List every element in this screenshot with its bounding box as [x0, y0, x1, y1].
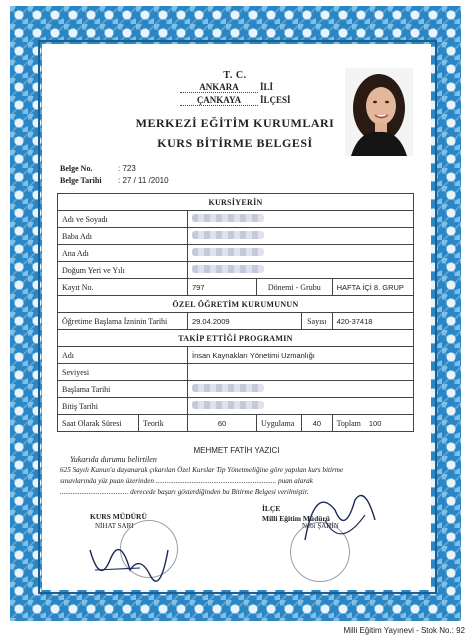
- value-ad-soyad: [188, 211, 414, 228]
- value-seviyesi: [188, 364, 414, 381]
- redacted-value: [192, 401, 264, 409]
- row-baba-adi: [58, 228, 414, 245]
- redacted-value: [192, 384, 264, 392]
- body-line-1: Yukarıda durumu belirtilen: [70, 455, 157, 464]
- label-baba-adi: Baba Adı: [58, 228, 188, 245]
- label-teorik: Teorik: [139, 415, 188, 432]
- row-ad-soyad: [58, 211, 414, 228]
- toplam-cell: [332, 415, 413, 432]
- value-program-adi: İnsan Kaynakları Yönetimi Uzmanlığı: [188, 347, 414, 364]
- redacted-value: [192, 248, 264, 256]
- district-line: [180, 95, 300, 107]
- label-donemi: Dönemi - Grubu: [257, 279, 333, 296]
- belge-tarihi-label: Belge Tarihi: [60, 176, 102, 185]
- publisher-text: Milli Eğitim Yayınevi - Stok No.: 92: [343, 626, 465, 635]
- province-label: İLİ: [260, 82, 274, 92]
- body-line-3: sınavlarında yüz puan üzerinden ................................................................... puan alarak: [60, 477, 313, 485]
- district-value: ÇANKAYA: [180, 95, 258, 106]
- right-signature-name: Nebi ŞAHİN: [302, 522, 339, 530]
- left-signature-title: KURS MÜDÜRÜ: [90, 512, 147, 521]
- label-seviyesi: Seviyesi: [58, 364, 188, 381]
- value-toplam: 100: [368, 418, 382, 428]
- redacted-value: [192, 265, 264, 273]
- value-izin-tarihi: 29.04.2009: [188, 313, 302, 330]
- section-kursiyer: KURSİYERİN: [58, 194, 414, 211]
- label-sayisi: Sayısı: [302, 313, 332, 330]
- province-line: [180, 82, 290, 94]
- province-value: ANKARA: [180, 82, 258, 93]
- value-uygulama-text: 40: [312, 418, 322, 428]
- row-izin: [58, 313, 414, 330]
- label-ad-soyad: Adı ve Soyadı: [58, 211, 188, 228]
- value-ana-adi: [188, 245, 414, 262]
- right-signature-title-1: İLÇE: [262, 504, 281, 513]
- row-kayit: [58, 279, 414, 296]
- value-sayisi: 420-37418: [332, 313, 413, 330]
- value-kayit-no: 797: [188, 279, 257, 296]
- label-dogum: Doğum Yeri ve Yılı: [58, 262, 188, 279]
- row-baslama: [58, 381, 414, 398]
- row-program-adi: [58, 347, 414, 364]
- belge-no-value: : 723: [118, 164, 136, 173]
- row-seviyesi: [58, 364, 414, 381]
- value-uygulama: [302, 415, 332, 432]
- section-program: TAKİP ETTİĞİ PROGRAMIN: [58, 330, 414, 347]
- row-ana-adi: [58, 245, 414, 262]
- belge-no-text: 723: [122, 164, 136, 173]
- label-baslama: Başlama Tarihi: [58, 381, 188, 398]
- institution-title: MERKEZİ EĞİTİM KURUMLARI: [135, 116, 335, 130]
- value-dogum: [188, 262, 414, 279]
- redacted-value: [192, 231, 264, 239]
- left-signature-scribble: [80, 530, 170, 590]
- belge-no-label: Belge No.: [60, 164, 93, 173]
- row-dogum: [58, 262, 414, 279]
- row-bitis: [58, 398, 414, 415]
- label-kayit-no: Kayıt No.: [58, 279, 188, 296]
- label-uygulama: Uygulama: [257, 415, 302, 432]
- label-toplam: Toplam: [336, 418, 361, 428]
- left-signature-name: NİHAT SARI: [95, 522, 134, 530]
- right-signature-title-2: Milli Eğitim Müdürü: [262, 514, 330, 523]
- label-ana-adi: Ana Adı: [58, 245, 188, 262]
- body-line-4: ...................................... derecede başarı gösterdiğinden bu Bitirme Belgesi verilmiştir.: [60, 488, 309, 496]
- label-izin-tarihi: Öğretime Başlama İzninin Tarihi: [58, 313, 188, 330]
- belge-tarihi-text: 27 / 11 /2010: [122, 176, 169, 185]
- body-line-2: 625 Sayılı Kanun'a dayanarak çıkarılan Özel Kurslar Tip Yönetmeliğine göre yapılan kurs bitirme: [60, 466, 344, 474]
- redacted-value: [192, 214, 264, 222]
- value-teorik: 60: [188, 415, 257, 432]
- label-bitis: Bitiş Tarihi: [58, 398, 188, 415]
- filled-name: MEHMET FATİH YAZICI: [193, 446, 280, 455]
- applicant-photo: [345, 68, 413, 156]
- value-donemi: HAFTA İÇİ 8. GRUP: [332, 279, 413, 296]
- header-tc: T. C.: [223, 70, 247, 81]
- section-ozel: ÖZEL ÖĞRETİM KURUMUNUN: [58, 296, 414, 313]
- district-label: İLÇESİ: [260, 95, 291, 105]
- certificate-form-table: [57, 193, 414, 432]
- label-program-adi: Adı: [58, 347, 188, 364]
- value-bitis: [188, 398, 414, 415]
- value-baba-adi: [188, 228, 414, 245]
- right-signature-scribble: [285, 480, 385, 560]
- belge-tarihi-value: : 27 / 11 /2010: [118, 176, 169, 185]
- row-saat: [58, 415, 414, 432]
- value-baslama: [188, 381, 414, 398]
- document-title: KURS BİTİRME BELGESİ: [157, 136, 313, 150]
- label-saat: Saat Olarak Süresi: [58, 415, 139, 432]
